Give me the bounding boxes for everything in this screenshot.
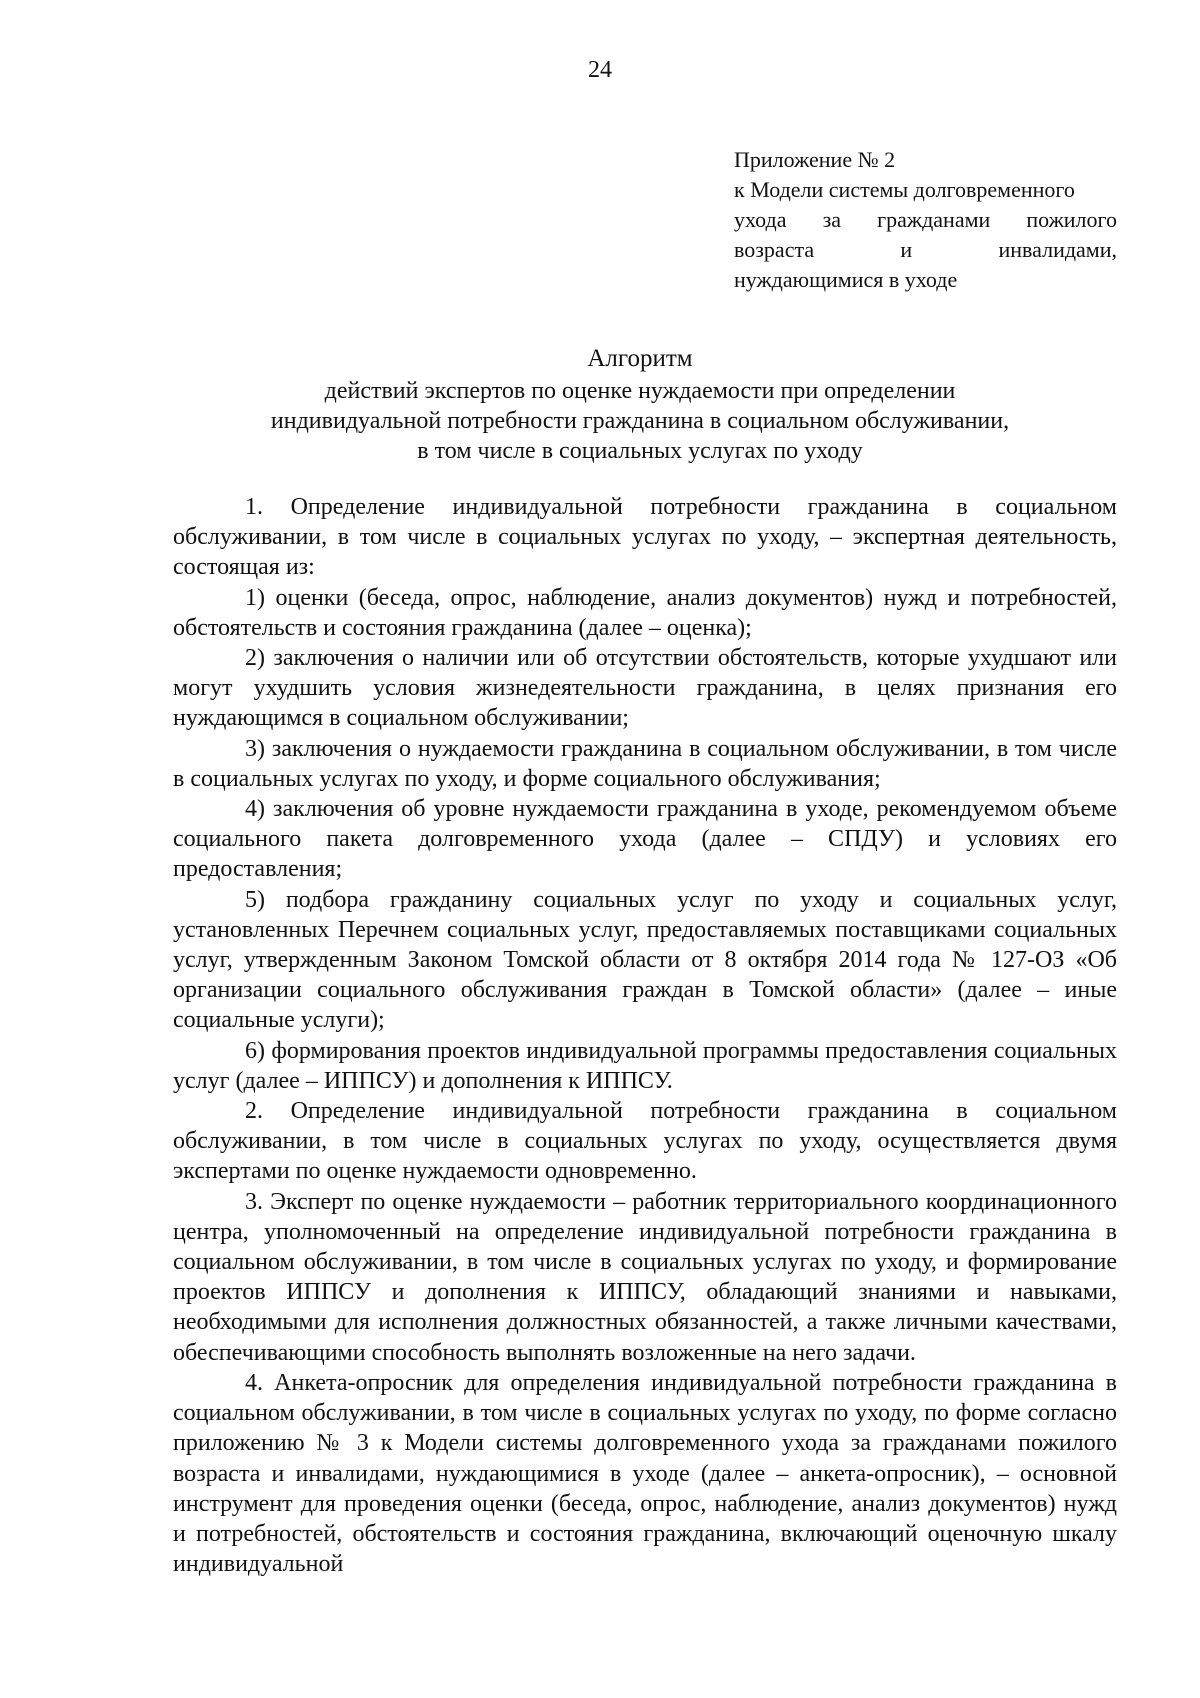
appendix-word: возраста: [734, 237, 815, 262]
paragraph-1-item-1: 1) оценки (беседа, опрос, наблюдение, анализ документов) нужд и потребностей, обстоятельств и состояния гражданина (далее – оценка);: [173, 584, 1117, 641]
paragraph-3: 3. Эксперт по оценке нуждаемости – работник территориального координационного центра, уполномоченный на определение индивидуальной потребности гражданина в социальном обслуживании, в том числе в социальных услугах по уходу, и формирование проектов ИППСУ и дополнения к ИППСУ, обладающий знаниями и навыками, необходимыми для исполнения должностных обязанностей, а также личными качествами, обеспечивающими способность выполнять возложенные на него задачи.: [173, 1188, 1117, 1366]
paragraph-1-item-4: 4) заключения об уровне нуждаемости гражданина в уходе, рекомендуемом объеме социального пакета долговременного ухода (далее – СПДУ) и условиях его предоставления;: [173, 796, 1117, 883]
title-line-1: действий экспертов по оценке нуждаемости при определении: [324, 378, 956, 404]
appendix-line-4: [734, 235, 1117, 265]
appendix-word: гражданами: [877, 207, 991, 232]
appendix-word: инвалидами,: [998, 237, 1117, 262]
appendix-word: за: [822, 207, 842, 232]
title-line-2: индивидуальной потребности гражданина в социальном обслуживании,: [270, 408, 1010, 434]
appendix-word: ухода: [734, 207, 787, 232]
appendix-word: пожилого: [1026, 207, 1117, 232]
document-title: [160, 342, 1120, 466]
paragraph-1-item-6: 6) формирования проектов индивидуальной программы предоставления социальных услуг (далее – ИППСУ) и дополнения к ИППСУ.: [173, 1037, 1117, 1094]
appendix-line-2-text: к Модели системы долговременного: [734, 177, 1075, 202]
paragraph-1: 1. Определение индивидуальной потребности гражданина в социальном обслуживании, в том числе в социальных услугах по уходу, – экспертная деятельность, состоящая из:: [173, 494, 1117, 581]
appendix-word: и: [900, 237, 913, 262]
page-number: 24: [588, 57, 612, 83]
document-body: [173, 492, 1117, 1579]
appendix-note: [734, 145, 1117, 295]
paragraph-4: 4. Анкета-опросник для определения индивидуальной потребности гражданина в социальном обслуживании, в том числе в социальных услугах по уходу, по форме согласно приложению № 3 к Модели системы долговременного ухода за гражданами пожилого возраста и инвалидами, нуждающимися в уходе (далее – анкета-опросник), – основной инструмент для проведения оценки (беседа, опрос, наблюдение, анализ документов) нужд и потребностей, обстоятельств и состояния гражданина, включающий оценочную шкалу индивидуальной: [173, 1369, 1117, 1578]
paragraph-1-item-3: 3) заключения о нуждаемости гражданина в социальном обслуживании, в том числе в социальных услугах по уходу, и форме социального обслуживания;: [173, 735, 1117, 792]
paragraph-1-item-2: 2) заключения о наличии или об отсутствии обстоятельств, которые ухудшают или могут ухудшить условия жизнедеятельности гражданина, в целях признания его нуждающимся в социальном обслуживании;: [173, 645, 1117, 732]
appendix-line-2: [734, 175, 1117, 205]
appendix-line-3: [734, 205, 1117, 235]
paragraph-1-item-5: 5) подбора гражданину социальных услуг по уходу и социальных услуг, установленных Перечнем социальных услуг, предоставляемых поставщиками социальных услуг, утвержденным Законом Томской области от 8 октября 2014 года № 127-ОЗ «Об организации социального обслуживания граждан в Томской области» (далее – иные социальные услуги);: [173, 886, 1117, 1034]
title-heading: Алгоритм: [587, 345, 693, 372]
paragraph-2: 2. Определение индивидуальной потребности гражданина в социальном обслуживании, в том числе в социальных услугах по уходу, осуществляется двумя экспертами по оценке нуждаемости одновременно.: [173, 1098, 1117, 1185]
appendix-line-1: Приложение № 2: [734, 147, 896, 172]
title-line-3: в том числе в социальных услугах по уходу: [417, 438, 863, 464]
appendix-line-5: нуждающимися в уходе: [734, 267, 958, 292]
